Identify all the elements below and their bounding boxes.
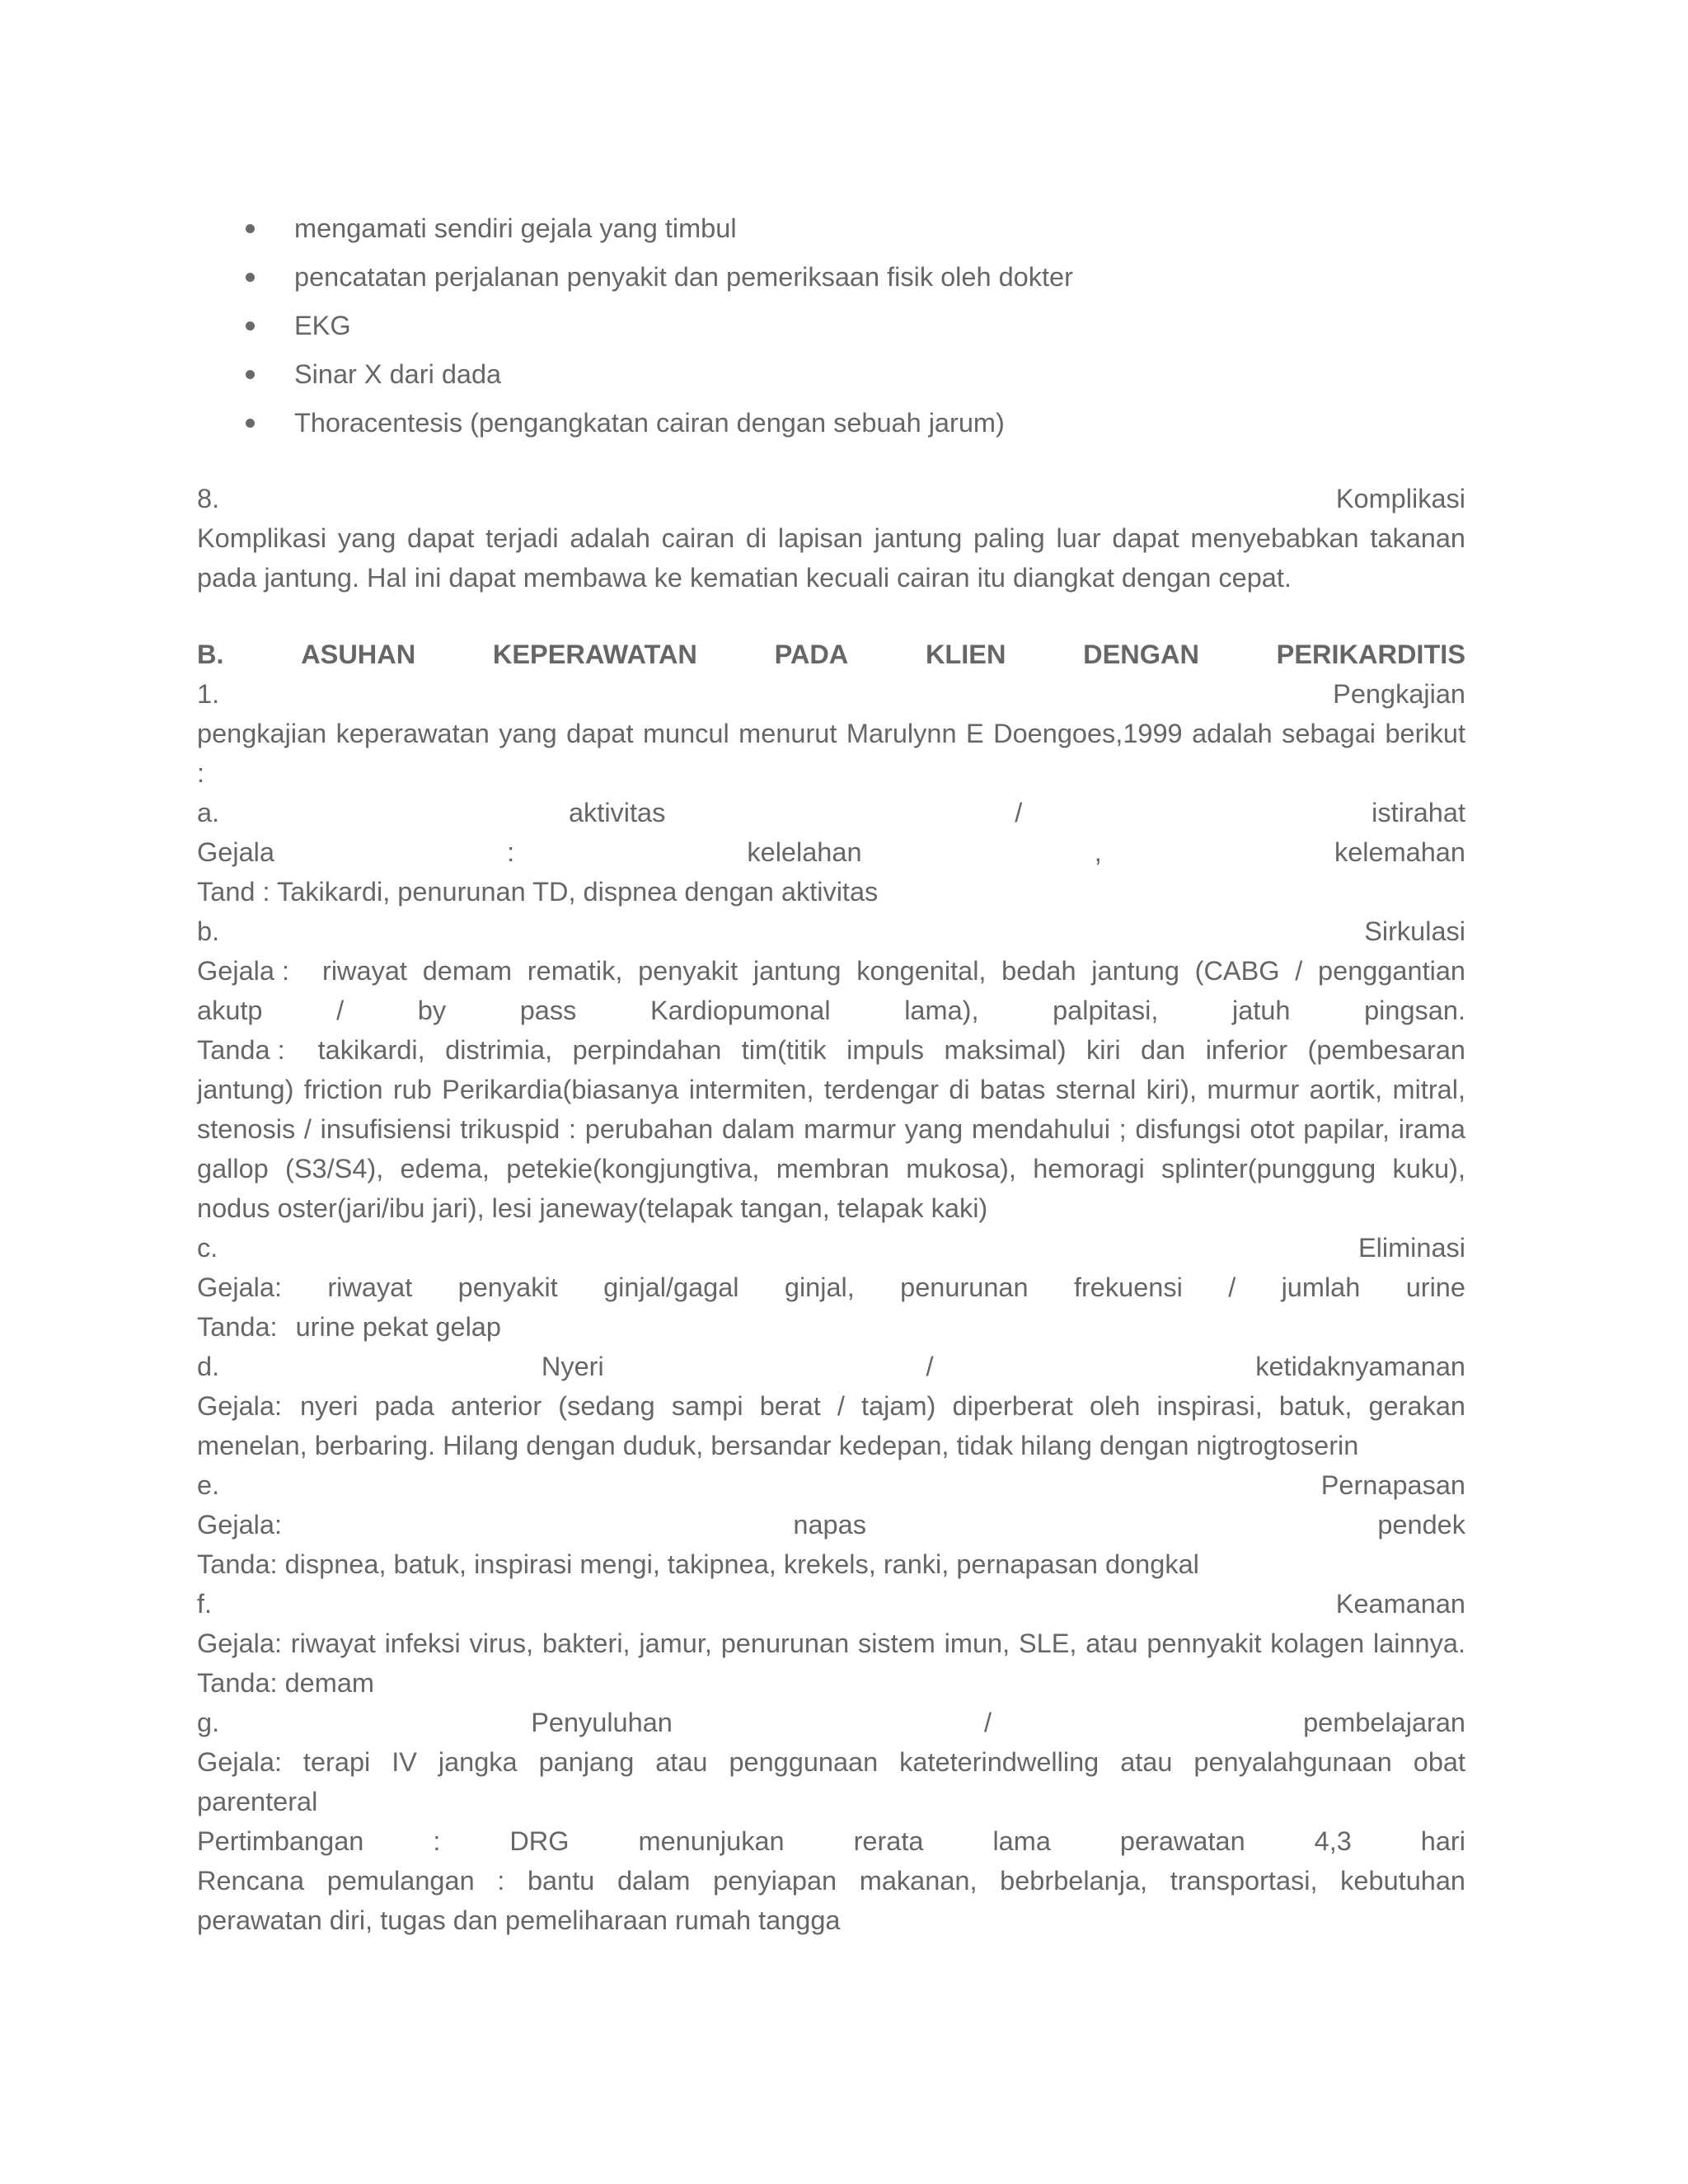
gejala-line: Gejala: riwayat infeksi virus, bakteri, jamur, penurunan sistem imun, SLE, atau pennyakit kolagen lainnya.	[197, 1629, 1465, 1658]
bullet-icon	[246, 321, 255, 330]
item-heading-e: e. Pernapasan	[197, 1470, 1465, 1500]
list-item: pencatatan perjalanan penyakit dan pemeriksaan fisik oleh dokter	[0, 257, 1688, 306]
tanda-line: stenosis / insufisiensi trikuspid : perubahan dalam marmur yang mendahului ; disfungsi otot papilar, irama	[197, 1114, 1465, 1144]
tanda-line: Tanda: urine pekat gelap	[197, 1312, 501, 1342]
paragraph-line: :	[197, 758, 205, 788]
gejala-line: parenteral	[197, 1787, 318, 1816]
tanda-line: jantung) friction rub Perikardia(biasanya intermiten, terdengar di batas sternal kiri), murmur aortik, mitral,	[197, 1075, 1465, 1104]
list-item: mengamati sendiri gejala yang timbul	[0, 209, 1688, 257]
list-item: EKG	[0, 306, 1688, 354]
paragraph-line: pada jantung. Hal ini dapat membawa ke kematian kecuali cairan itu diangkat dengan cepat.	[197, 563, 1292, 593]
bullet-list	[0, 209, 1688, 452]
gejala-line: Gejala: terapi IV jangka panjang atau penggunaan kateterindwelling atau penyalahgunaan obat	[197, 1747, 1465, 1777]
item-heading-b: b. Sirkulasi	[197, 916, 1465, 946]
section-asuhan	[197, 635, 1465, 1940]
gejala-line: Gejala: napas pendek	[197, 1510, 1465, 1540]
rencana-line: perawatan diri, tugas dan pemeliharaan rumah tangga	[197, 1905, 841, 1935]
tanda-line: Tanda: dispnea, batuk, inspirasi mengi, takipnea, krekels, ranki, pernapasan dongkal	[197, 1549, 1199, 1579]
gejala-line: menelan, berbaring. Hilang dengan duduk, bersandar kedepan, tidak hilang dengan nigtrogtoserin	[197, 1431, 1359, 1460]
gejala-line: Gejala : kelelahan , kelemahan	[197, 837, 1465, 867]
item-heading-c: c. Eliminasi	[197, 1233, 1465, 1263]
gejala-line: akutp / by pass Kardiopumonal lama), palpitasi, jatuh pingsan.	[197, 996, 1465, 1025]
tanda-line: Tand : Takikardi, penurunan TD, dispnea dengan aktivitas	[197, 877, 879, 907]
gejala-line: Gejala : riwayat demam rematik, penyakit jantung kongenital, bedah jantung (CABG / penggantian	[197, 956, 1465, 986]
bullet-icon	[246, 224, 255, 233]
tanda-line: Tanda : takikardi, distrimia, perpindahan tim(titik impuls maksimal) kiri dan inferior (pembesaran	[197, 1035, 1465, 1065]
bullet-icon	[246, 273, 255, 282]
item-heading-d: d. Nyeri / ketidaknyamanan	[197, 1352, 1465, 1381]
gejala-line: Gejala: riwayat penyakit ginjal/gagal ginjal, penurunan frekuensi / jumlah urine	[197, 1272, 1465, 1302]
subsection-heading: 1. Pengkajian	[197, 679, 1465, 709]
tanda-line: gallop (S3/S4), edema, petekie(kongjungtiva, membran mukosa), hemoragi splinter(punggung kuku),	[197, 1154, 1465, 1183]
section-heading: B. ASUHAN KEPERAWATAN PADA KLIEN DENGAN PERIKARDITIS	[197, 640, 1465, 669]
paragraph-line: pengkajian keperawatan yang dapat muncul menurut Marulynn E Doengoes,1999 adalah sebagai berikut	[197, 719, 1465, 748]
item-heading-g: g. Penyuluhan / pembelajaran	[197, 1708, 1465, 1737]
pertimbangan-line: Pertimbangan : DRG menunjukan rerata lama perawatan 4,3 hari	[197, 1826, 1465, 1856]
gejala-line: Gejala: nyeri pada anterior (sedang sampi berat / tajam) diperberat oleh inspirasi, batuk, gerakan	[197, 1391, 1465, 1421]
section-komplikasi	[197, 479, 1465, 598]
rencana-line: Rencana pemulangan : bantu dalam penyiapan makanan, bebrbelanja, transportasi, kebutuhan	[197, 1866, 1465, 1896]
paragraph-line: Komplikasi yang dapat terjadi adalah cairan di lapisan jantung paling luar dapat menyebabkan takanan	[197, 523, 1465, 553]
list-item: Thoracentesis (pengangkatan cairan dengan sebuah jarum)	[0, 403, 1688, 452]
list-item: Sinar X dari dada	[0, 354, 1688, 403]
item-heading-a: a. aktivitas / istirahat	[197, 798, 1465, 827]
bullet-icon	[246, 419, 255, 428]
section-heading-line: 8. Komplikasi	[197, 484, 1465, 513]
tanda-line: nodus oster(jari/ibu jari), lesi janeway(telapak tangan, telapak kaki)	[197, 1193, 988, 1223]
item-heading-f: f. Keamanan	[197, 1589, 1465, 1619]
tanda-line: Tanda: demam	[197, 1668, 374, 1698]
bullet-icon	[246, 370, 255, 379]
